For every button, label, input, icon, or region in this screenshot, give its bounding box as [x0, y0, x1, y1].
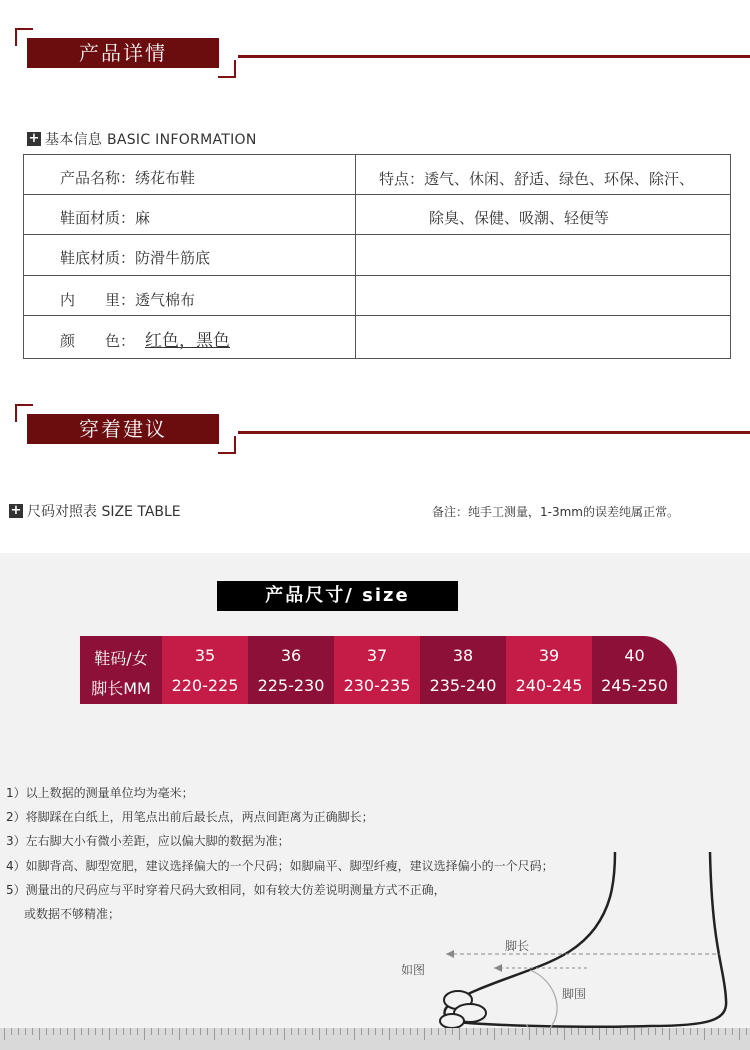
ruler-tick [711, 1028, 712, 1035]
foot-length: 220-225 [171, 676, 239, 695]
ruler-tick [683, 1028, 684, 1035]
size-panel-title: 产品尺寸/ size [217, 581, 458, 611]
ruler-tick [732, 1028, 733, 1035]
ruler-tick [263, 1028, 264, 1035]
row-label: 内 里： [60, 291, 136, 309]
ruler-tick [487, 1028, 488, 1035]
shoe-size: 37 [366, 646, 388, 665]
foot-diagram [390, 850, 750, 1050]
note-line: 1）以上数据的测量单位均为毫米； [6, 786, 194, 800]
table-row [24, 195, 730, 235]
note-line: 或数据不够精准； [24, 907, 121, 921]
ruler-tick [662, 1028, 663, 1035]
ruler-strip [0, 1028, 750, 1050]
size-row-labels [80, 636, 162, 704]
row-value: 红色，黑色 [145, 331, 230, 351]
ruler-tick [382, 1028, 383, 1035]
ruler-tick [340, 1028, 341, 1035]
ruler-tick [529, 1028, 530, 1040]
ruler-tick [648, 1028, 649, 1035]
section-header-wearing-advice [0, 414, 750, 464]
foot-length: 245-250 [601, 676, 668, 695]
section-header-product-details [0, 38, 750, 88]
ruler-tick [389, 1028, 390, 1040]
ruler-tick [494, 1028, 495, 1040]
ruler-tick [627, 1028, 628, 1035]
features-text: 除臭、保健、吸潮、轻便等 [429, 209, 610, 227]
ruler-tick [221, 1028, 222, 1035]
ruler-tick [284, 1028, 285, 1040]
ruler-tick [151, 1028, 152, 1035]
ruler-tick [571, 1028, 572, 1035]
ruler-tick [200, 1028, 201, 1035]
foot-girth-label: 脚围 [562, 987, 587, 1001]
ruler-tick [599, 1028, 600, 1040]
ruler-tick [207, 1028, 208, 1035]
ruler-tick [347, 1028, 348, 1035]
basic-info-heading: + 基本信息 BASIC INFORMATION [28, 131, 257, 148]
ruler-tick [172, 1028, 173, 1035]
ruler-tick [515, 1028, 516, 1035]
ruler-tick [165, 1028, 166, 1035]
ruler-tick [74, 1028, 75, 1040]
ruler-tick [249, 1028, 250, 1040]
note-line: 5）测量出的尺码应与平时穿着尺码大致相同，如有较大仿差说明测量方式不正确， [6, 883, 446, 897]
ruler-tick [459, 1028, 460, 1040]
section-title: 穿着建议 [27, 414, 219, 444]
shoe-size: 39 [538, 646, 560, 665]
ruler-tick [690, 1028, 691, 1035]
ruler-tick [25, 1028, 26, 1035]
row-label: 颜 色： [60, 332, 136, 350]
corner-ornament [218, 436, 236, 454]
ruler-tick [95, 1028, 96, 1035]
size-column [334, 636, 420, 704]
row-value: 防滑牛筋底 [135, 249, 211, 267]
note-line: 3）左右脚大小有微小差距，应以偏大脚的数据为准； [6, 834, 290, 848]
ruler-tick [53, 1028, 54, 1035]
ruler-tick [305, 1028, 306, 1035]
ruler-tick [312, 1028, 313, 1035]
foot-length: 230-235 [343, 676, 411, 695]
ruler-tick [277, 1028, 278, 1035]
note-line: 2）将脚踩在白纸上，用笔点出前后最长点，两点间距离为正确脚长； [6, 810, 374, 824]
ruler-tick [158, 1028, 159, 1035]
ruler-tick [704, 1028, 705, 1040]
row-label: 产品名称： [60, 169, 136, 187]
ruler-tick [60, 1028, 61, 1035]
size-column [506, 636, 592, 704]
ruler-tick [473, 1028, 474, 1035]
ruler-tick [452, 1028, 453, 1035]
ruler-tick [585, 1028, 586, 1035]
shoe-size: 40 [624, 646, 645, 665]
ruler-tick [522, 1028, 523, 1035]
ruler-tick [466, 1028, 467, 1035]
ruler-tick [326, 1028, 327, 1035]
ruler-tick [410, 1028, 411, 1035]
ruler-tick [438, 1028, 439, 1035]
size-column [420, 636, 506, 704]
foot-length: 240-245 [515, 676, 583, 695]
table-row [24, 235, 730, 276]
section-title: 产品详情 [27, 38, 219, 68]
foot-length: 225-230 [257, 676, 325, 695]
features-text: 特点：透气、休闲、舒适、绿色、环保、除汗、 [379, 170, 695, 188]
diagram-caption: 如图 [401, 963, 426, 977]
ruler-tick [354, 1028, 355, 1040]
shoe-size: 35 [194, 646, 216, 665]
size-note: 备注：纯手工测量，1-3mm的误差纯属正常。 [432, 505, 679, 519]
ruler-tick [669, 1028, 670, 1040]
ruler-tick [214, 1028, 215, 1040]
ruler-tick [123, 1028, 124, 1035]
ruler-tick [697, 1028, 698, 1035]
ruler-tick [228, 1028, 229, 1035]
ruler-tick [606, 1028, 607, 1035]
table-row [24, 316, 730, 358]
ruler-tick [4, 1028, 5, 1040]
corner-ornament [218, 60, 236, 78]
plus-icon: + [10, 503, 22, 518]
size-column [248, 636, 334, 704]
shoe-size: 36 [280, 646, 302, 665]
ruler-tick [102, 1028, 103, 1035]
ruler-tick [564, 1028, 565, 1040]
ruler-tick [137, 1028, 138, 1035]
size-table-heading: + 尺码对照表 SIZE TABLE [10, 503, 181, 520]
ruler-tick [718, 1028, 719, 1035]
ruler-tick [298, 1028, 299, 1035]
ruler-tick [725, 1028, 726, 1035]
ruler-tick [270, 1028, 271, 1035]
row-value: 绣花布鞋 [135, 169, 196, 187]
ruler-tick [431, 1028, 432, 1035]
ruler-tick [81, 1028, 82, 1035]
ruler-tick [501, 1028, 502, 1035]
ruler-tick [480, 1028, 481, 1035]
ruler-tick [375, 1028, 376, 1035]
ruler-tick [613, 1028, 614, 1035]
ruler-tick [634, 1028, 635, 1040]
foot-length: 235-240 [429, 676, 497, 695]
label-shoe-size: 鞋码/女 [94, 649, 148, 668]
label-foot-length: 脚长MM [91, 679, 151, 698]
ruler-tick [179, 1028, 180, 1040]
size-column [592, 636, 677, 704]
ruler-tick [641, 1028, 642, 1035]
ruler-tick [592, 1028, 593, 1035]
ruler-tick [578, 1028, 579, 1035]
note-line: 4）如脚背高、脚型宽肥，建议选择偏大的一个尺码；如脚扁平、脚型纤瘦，建议选择偏小的一个尺码； [6, 859, 554, 873]
ruler-tick [424, 1028, 425, 1040]
ruler-tick [18, 1028, 19, 1035]
ruler-tick [67, 1028, 68, 1035]
ruler-tick [11, 1028, 12, 1035]
ruler-tick [291, 1028, 292, 1035]
ruler-tick [256, 1028, 257, 1035]
ruler-tick [144, 1028, 145, 1040]
ruler-tick [186, 1028, 187, 1035]
ruler-tick [333, 1028, 334, 1035]
foot-length-label: 脚长 [505, 939, 530, 953]
row-label: 鞋面材质： [60, 209, 136, 227]
divider-line [238, 55, 750, 58]
ruler-tick [242, 1028, 243, 1035]
row-label: 鞋底材质： [60, 249, 136, 267]
shoe-size: 38 [452, 646, 474, 665]
ruler-tick [417, 1028, 418, 1035]
table-row [24, 276, 730, 316]
ruler-tick [508, 1028, 509, 1035]
ruler-tick [116, 1028, 117, 1035]
ruler-tick [368, 1028, 369, 1035]
ruler-tick [620, 1028, 621, 1035]
row-value: 麻 [135, 209, 151, 227]
basic-info-table [23, 154, 731, 359]
ruler-tick [319, 1028, 320, 1040]
ruler-tick [739, 1028, 740, 1040]
ruler-tick [235, 1028, 236, 1035]
ruler-tick [543, 1028, 544, 1035]
ruler-tick [39, 1028, 40, 1040]
ruler-tick [88, 1028, 89, 1035]
ruler-tick [536, 1028, 537, 1035]
divider-line [238, 431, 750, 434]
ruler-tick [403, 1028, 404, 1035]
ruler-tick [193, 1028, 194, 1035]
ruler-tick [557, 1028, 558, 1035]
ruler-tick [396, 1028, 397, 1035]
ruler-tick [46, 1028, 47, 1035]
ruler-tick [130, 1028, 131, 1035]
ruler-tick [361, 1028, 362, 1035]
plus-icon: + [28, 131, 40, 146]
ruler-tick [445, 1028, 446, 1035]
ruler-tick [550, 1028, 551, 1035]
ruler-tick [746, 1028, 747, 1035]
ruler-tick [676, 1028, 677, 1035]
size-column [162, 636, 248, 704]
ruler-tick [109, 1028, 110, 1040]
row-value: 透气棉布 [135, 291, 196, 309]
ruler-tick [655, 1028, 656, 1035]
size-chart [80, 636, 677, 704]
ruler-tick [32, 1028, 33, 1035]
